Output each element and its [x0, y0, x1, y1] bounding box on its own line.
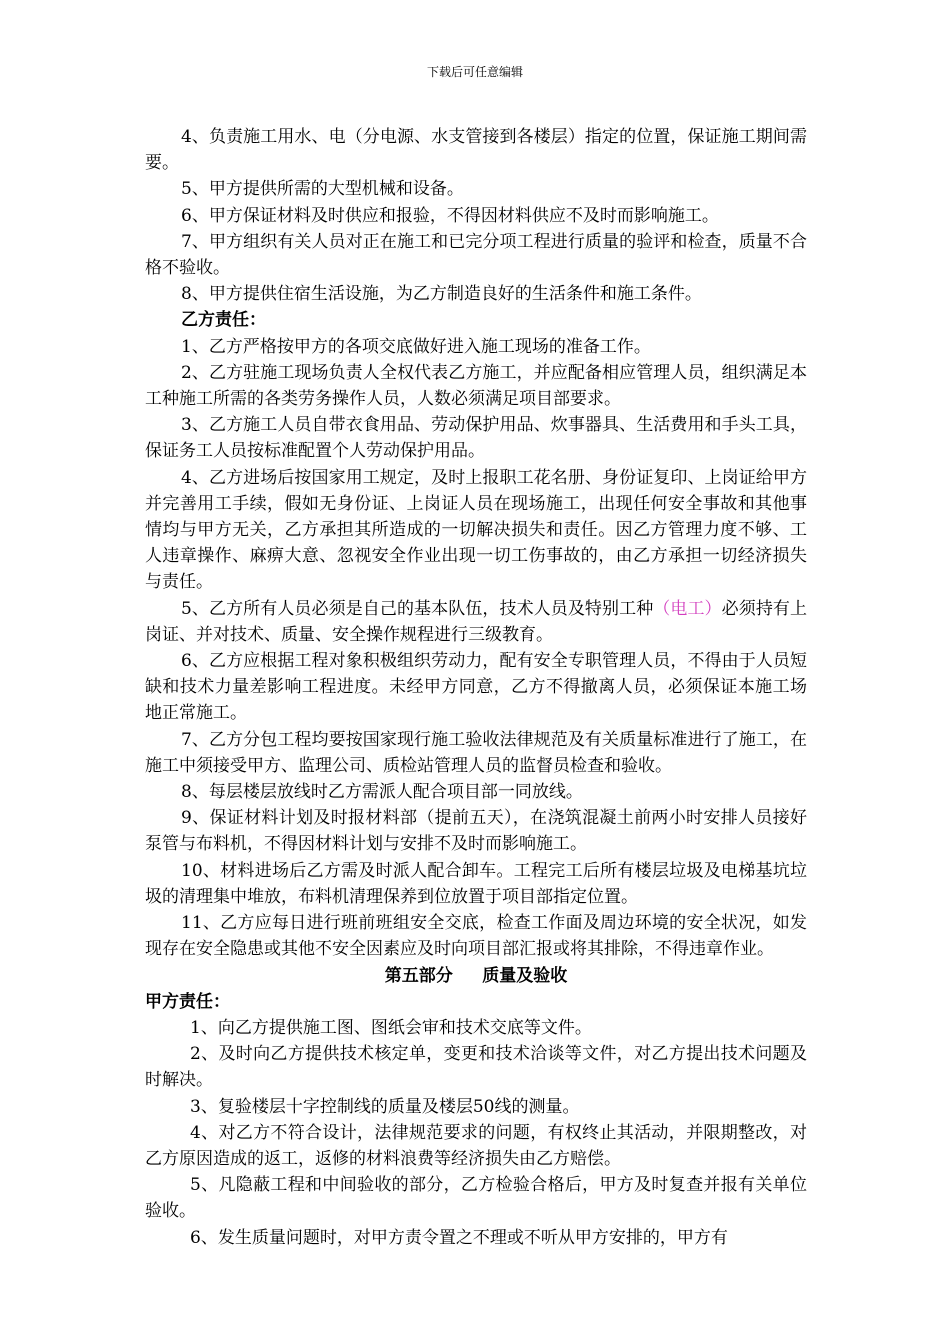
paragraph: 5、凡隐蔽工程和中间验收的部分，乙方检验合格后，甲方及时复查并报有关单位验收。: [145, 1175, 807, 1222]
paragraph: 2、及时向乙方提供技术核定单，变更和技术洽谈等文件，对乙方提出技术问题及时解决。: [145, 1044, 807, 1091]
paragraph: 3、复验楼层十字控制线的质量及楼层50线的测量。: [190, 1096, 580, 1117]
paragraph: 8、甲方提供住宿生活设施，为乙方制造良好的生活条件和施工条件。: [181, 284, 702, 305]
paragraph: 10、材料进场后乙方需及时派人配合卸车。工程完工后所有楼层垃圾及电梯基坑垃圾的清理集中堆放，布料机清理保养到位放置于项目部指定位置。: [145, 860, 807, 907]
page-header: 下载后可任意编辑: [426, 65, 523, 79]
highlighted-text: （电工）: [653, 598, 722, 619]
paragraph: 3、乙方施工人员自带衣食用品、劳动保护用品、炊事器具、生活费用和手头工具，保证务工人员按标准配置个人劳动保护用品。: [145, 415, 807, 462]
paragraph: 7、乙方分包工程均要按国家现行施工验收法律规范及有关质量标准进行了施工，在施工中须接受甲方、监理公司、质检站管理人员的监督员检查和验收。: [145, 729, 807, 776]
paragraph: 2、乙方驻施工现场负责人全权代表乙方施工，并应配备相应管理人员，组织满足本工种施工所需的各类劳务操作人员，人数必须满足项目部要求。: [145, 362, 807, 410]
paragraph: 6、发生质量问题时，对甲方责令置之不理或不听从甲方安排的，甲方有: [190, 1227, 728, 1248]
paragraph: 6、乙方应根据工程对象积极组织劳动力，配有安全专职管理人员，不得由于人员短缺和技术力量差影响工程进度。未经甲方同意，乙方不得撤离人员，必须保证本施工场地正常施工。: [145, 651, 807, 724]
paragraph: 11、乙方应每日进行班前班组安全交底，检查工作面及周边环境的安全状况，如发现存在安全隐患或其他不安全因素应及时向项目部汇报或将其排除，不得违章作业。: [145, 913, 807, 960]
item5-after: 必须持有上岗证、并对技术、质量、安全操作规程进行三级教育。: [145, 598, 808, 645]
paragraph: 8、每层楼层放线时乙方需派人配合项目部一同放线。: [181, 782, 583, 803]
paragraph: 4、对乙方不符合设计，法律规范要求的问题，有权终止其活动，并限期整改，对乙方原因造成的返工，返修的材料浪费等经济损失由乙方赔偿。: [145, 1122, 807, 1169]
paragraph: 1、向乙方提供施工图、图纸会审和技术交底等文件。: [190, 1017, 592, 1038]
section-part: 第五部分: [384, 965, 453, 986]
paragraph: 4、乙方进场后按国家用工规定，及时上报职工花名册、身份证复印、上岗证给甲方并完善用工手续，假如无身份证、上岗证人员在现场施工，出现任何安全事故和其他事情均与甲方无关，乙方承担其所造成的一切解决损失和责任。因乙方管理力度不够、工人违章操作、麻痹大意、忽视安全作业出现一切工伤事故的，由乙方承担一切经济损失与责任。: [145, 467, 807, 593]
document-body: [145, 124, 807, 1251]
paragraph: 9、保证材料计划及时报材料部（提前五天），在浇筑混凝土前两小时安排人员接好泵管与布料机，不得因材料计划与安排不及时而影响施工。: [145, 808, 807, 855]
paragraph: 4、负责施工用水、电（分电源、水支管接到各楼层）指定的位置，保证施工期间需要。: [145, 127, 807, 174]
item5-before: 5、乙方所有人员必须是自己的基本队伍，技术人员及特别工种: [181, 598, 654, 619]
paragraph: 7、甲方组织有关人员对正在施工和已完分项工程进行质量的验评和检查，质量不合格不验收。: [145, 231, 807, 279]
paragraph: 6、甲方保证材料及时供应和报验，不得因材料供应不及时而影响施工。: [181, 205, 719, 226]
section-name: 质量及验收: [482, 965, 568, 986]
party-b-heading: 乙方责任：: [181, 310, 266, 331]
paragraph-with-highlight: [145, 596, 807, 648]
paragraph: 1、乙方严格按甲方的各项交底做好进入施工现场的准备工作。: [181, 336, 651, 357]
paragraph: 5、甲方提供所需的大型机械和设备。: [181, 179, 464, 200]
party-a-heading: 甲方责任：: [145, 991, 230, 1012]
section-title: [145, 963, 807, 989]
